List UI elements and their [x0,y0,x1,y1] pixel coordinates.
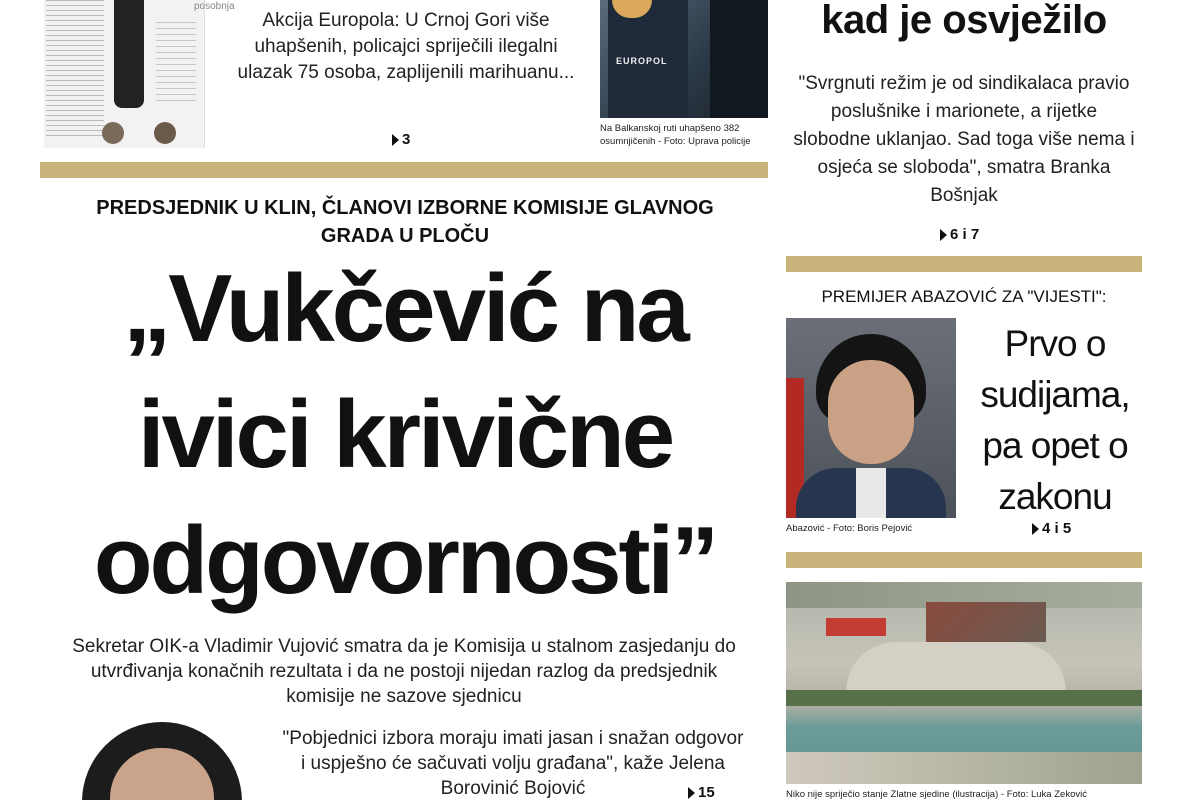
main-deck: Sekretar OIK-a Vladimir Vujović smatra da je Komisija u stalnom zasjedanju do utvrđivanja konačnih rezultata i da ne postoji nijedan razlog da predsjednik komisije ne sazove sjednicu [72,636,736,707]
quarry-structure [926,602,1046,642]
abazovic-kicker: PREMIJER ABAZOVIĆ ZA "VIJESTI": [821,287,1107,306]
newspaper-thumbnail [44,0,235,148]
divider-left-top [40,162,768,178]
main-page-ref[interactable]: 15 [688,784,715,801]
quarry-photo[interactable] [786,582,1142,784]
europol-caption: Na Balkanskoj ruti uhapšeno 382 osumnjičenih - Foto: Uprava policije [600,123,751,147]
main-headline-line-3[interactable]: odgovornosti” [93,507,717,614]
abazovic-face [828,360,914,464]
abazovic-caption: Abazović - Foto: Boris Pejović [786,523,913,534]
abazovic-shirt [856,468,886,518]
triangle-icon [940,229,947,241]
second-figure [710,0,768,118]
thumb-caption: posobnja [194,1,235,12]
abazovic-page-ref[interactable]: 4 i 5 [1032,520,1071,537]
triangle-icon [688,787,695,799]
main-kicker: PREDSJEDNIK U KLIN, ČLANOVI IZBORNE KOMISIJE GLAVNOG GRADA U PLOČU [96,197,714,247]
abazovic-headline[interactable]: Prvo o sudijama, pa opet o zakonu [980,323,1130,517]
thumb-side-text [156,22,196,102]
main-headline-line-1[interactable]: „Vukčević na [123,255,687,362]
right-top-headline[interactable]: kad je osvježilo [821,0,1107,42]
main-quote: "Pobjednici izbora moraju imati jasan i snažan odgovor i uspješno će sačuvati volju građana", kaže Jelena Borovinić Bojović [282,728,744,799]
main-person-photo[interactable] [70,722,254,800]
thumb-text-columns [46,0,104,140]
divider-right-1 [786,256,1142,272]
main-headline-line-2[interactable]: ivici krivične [137,381,673,488]
divider-right-2 [786,552,1142,568]
triangle-icon [392,134,399,146]
europol-label: EUROPOL [616,56,668,66]
thumb-avatar-1 [102,122,124,144]
shore [786,752,1142,784]
right-top-page-ref[interactable]: 6 i 7 [940,226,979,243]
triangle-icon [1032,523,1039,535]
abazovic-photo[interactable] [786,318,956,518]
thumb-figure [114,0,144,108]
thumb-avatar-2 [154,122,176,144]
right-top-quote: "Svrgnuti režim je od sindikalaca pravio poslušnike i marionete, a rijetke slobodne uklanjao. Sad toga više nema i osjeća se sloboda", smatra Branka Bošnjak [793,73,1135,206]
europol-teaser[interactable]: Akcija Europola: U Crnoj Gori više uhapšenih, policajci spriječili ilegalni ulazak 75 osoba, zaplijenili marihuanu... [237,10,575,83]
gravel-pile [846,642,1066,692]
quarry-building-1 [826,618,886,636]
europol-page-ref[interactable]: 3 [392,131,410,148]
europol-photo[interactable] [600,0,768,118]
quarry-caption: Niko nije spriječio stanje Zlatne sjedine (ilustracija) - Foto: Luka Zeković [786,789,1087,800]
tree-line [786,690,1142,706]
